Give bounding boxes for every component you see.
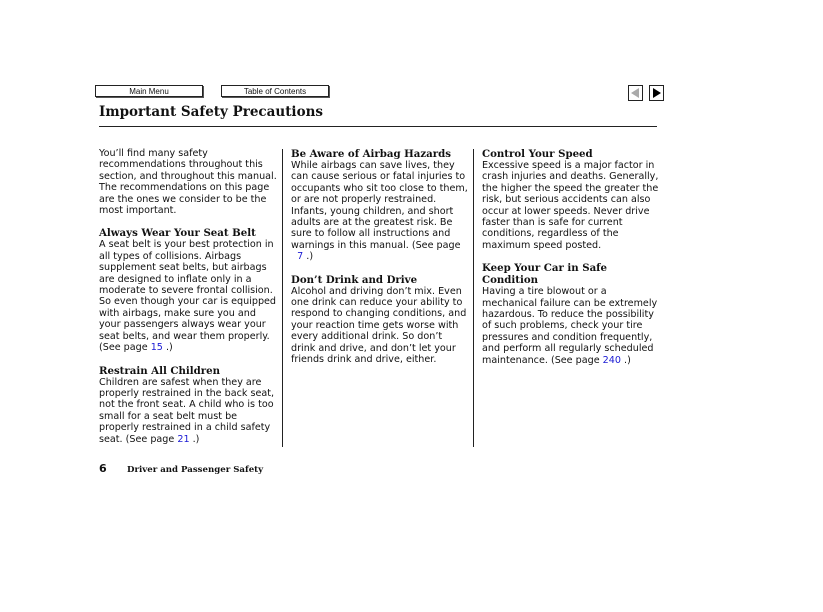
- column-divider: [473, 149, 474, 447]
- seat-belt-suffix: .): [162, 342, 173, 354]
- page-number: 6: [99, 462, 107, 475]
- seat-belt-paragraph: [99, 239, 277, 353]
- seat-belt-heading: Always Wear Your Seat Belt: [99, 227, 256, 240]
- seat-belt-text: A seat belt is your best protection in all types of collisions. Airbags supplement seat belts, but airbags are designed to inflate only in a moderate to severe frontal collision. So even though your car is equipped with airbags, make sure you and your passengers always wear your seat belts, and wear them properly. (See page: [99, 239, 277, 354]
- drink-paragraph: Alcohol and driving don’t mix. Even one drink can reduce your ability to respond to changing conditions, and your reaction time gets worse with every additional drink. So don’t drink and drive, and don’t let your friends drink and drive, either.: [291, 285, 467, 366]
- children-text: Children are safest when they are properly restrained in the back seat, not the front seat. A child who is too small for a seat belt must be properly restrained in a child safety seat. (See page: [99, 376, 275, 445]
- page-title: Important Safety Precautions: [99, 104, 323, 120]
- table-of-contents-button[interactable]: Table of Contents: [221, 85, 329, 97]
- children-page-link[interactable]: 21: [177, 433, 190, 445]
- condition-suffix: .): [620, 354, 631, 366]
- airbag-text: While airbags can save lives, they can cause serious or fatal injuries to occupants who sit too close to them, or are not properly restrained. Infants, young children, and short adults are at the greatest risk. Be sure to follow all instructions and warnings in this manual. (See page: [291, 160, 468, 251]
- next-page-button[interactable]: [649, 85, 664, 101]
- column-divider: [282, 149, 283, 447]
- intro-paragraph: You’ll find many safety recommendations throughout this section, and throughout this manual. The recommendations on this page are the ones we consider to be the most important.: [99, 148, 277, 217]
- airbag-page-link[interactable]: 7: [297, 251, 304, 263]
- right-triangle-icon: [652, 88, 661, 98]
- airbag-suffix: .): [303, 251, 314, 263]
- drink-heading: Don’t Drink and Drive: [291, 273, 418, 286]
- children-heading: Restrain All Children: [99, 364, 221, 377]
- children-suffix: .): [189, 433, 200, 445]
- seat-belt-page-link[interactable]: 15: [150, 342, 163, 354]
- column-left: [99, 148, 277, 445]
- airbag-paragraph: [291, 160, 469, 263]
- speed-heading: Control Your Speed: [482, 148, 593, 160]
- condition-page-link[interactable]: 240: [602, 354, 621, 366]
- speed-paragraph: Excessive speed is a major factor in crash injuries and deaths. Generally, the higher the speed the greater the risk, but serious accidents can also occur at lower speeds. Never drive faster than is safe for current conditions, regardless of the maximum speed posted.: [482, 160, 659, 251]
- previous-page-button[interactable]: [628, 85, 643, 101]
- condition-text: Having a tire blowout or a mechanical failure can be extremely hazardous. To reduce the possibility of such problems, check your tire pressures and condition frequently, and perform all regularly scheduled maintenance. (See page: [482, 286, 658, 366]
- condition-heading: Keep Your Car in Safe Condition: [482, 262, 608, 287]
- left-triangle-icon: [631, 88, 640, 98]
- column-middle: [291, 148, 469, 366]
- airbag-heading: Be Aware of Airbag Hazards: [291, 148, 451, 160]
- condition-paragraph: [482, 286, 660, 366]
- main-menu-button[interactable]: Main Menu: [95, 85, 203, 97]
- column-right: [482, 148, 660, 366]
- children-paragraph: [99, 377, 277, 445]
- section-name: Driver and Passenger Safety: [127, 465, 264, 475]
- title-divider: [99, 126, 657, 127]
